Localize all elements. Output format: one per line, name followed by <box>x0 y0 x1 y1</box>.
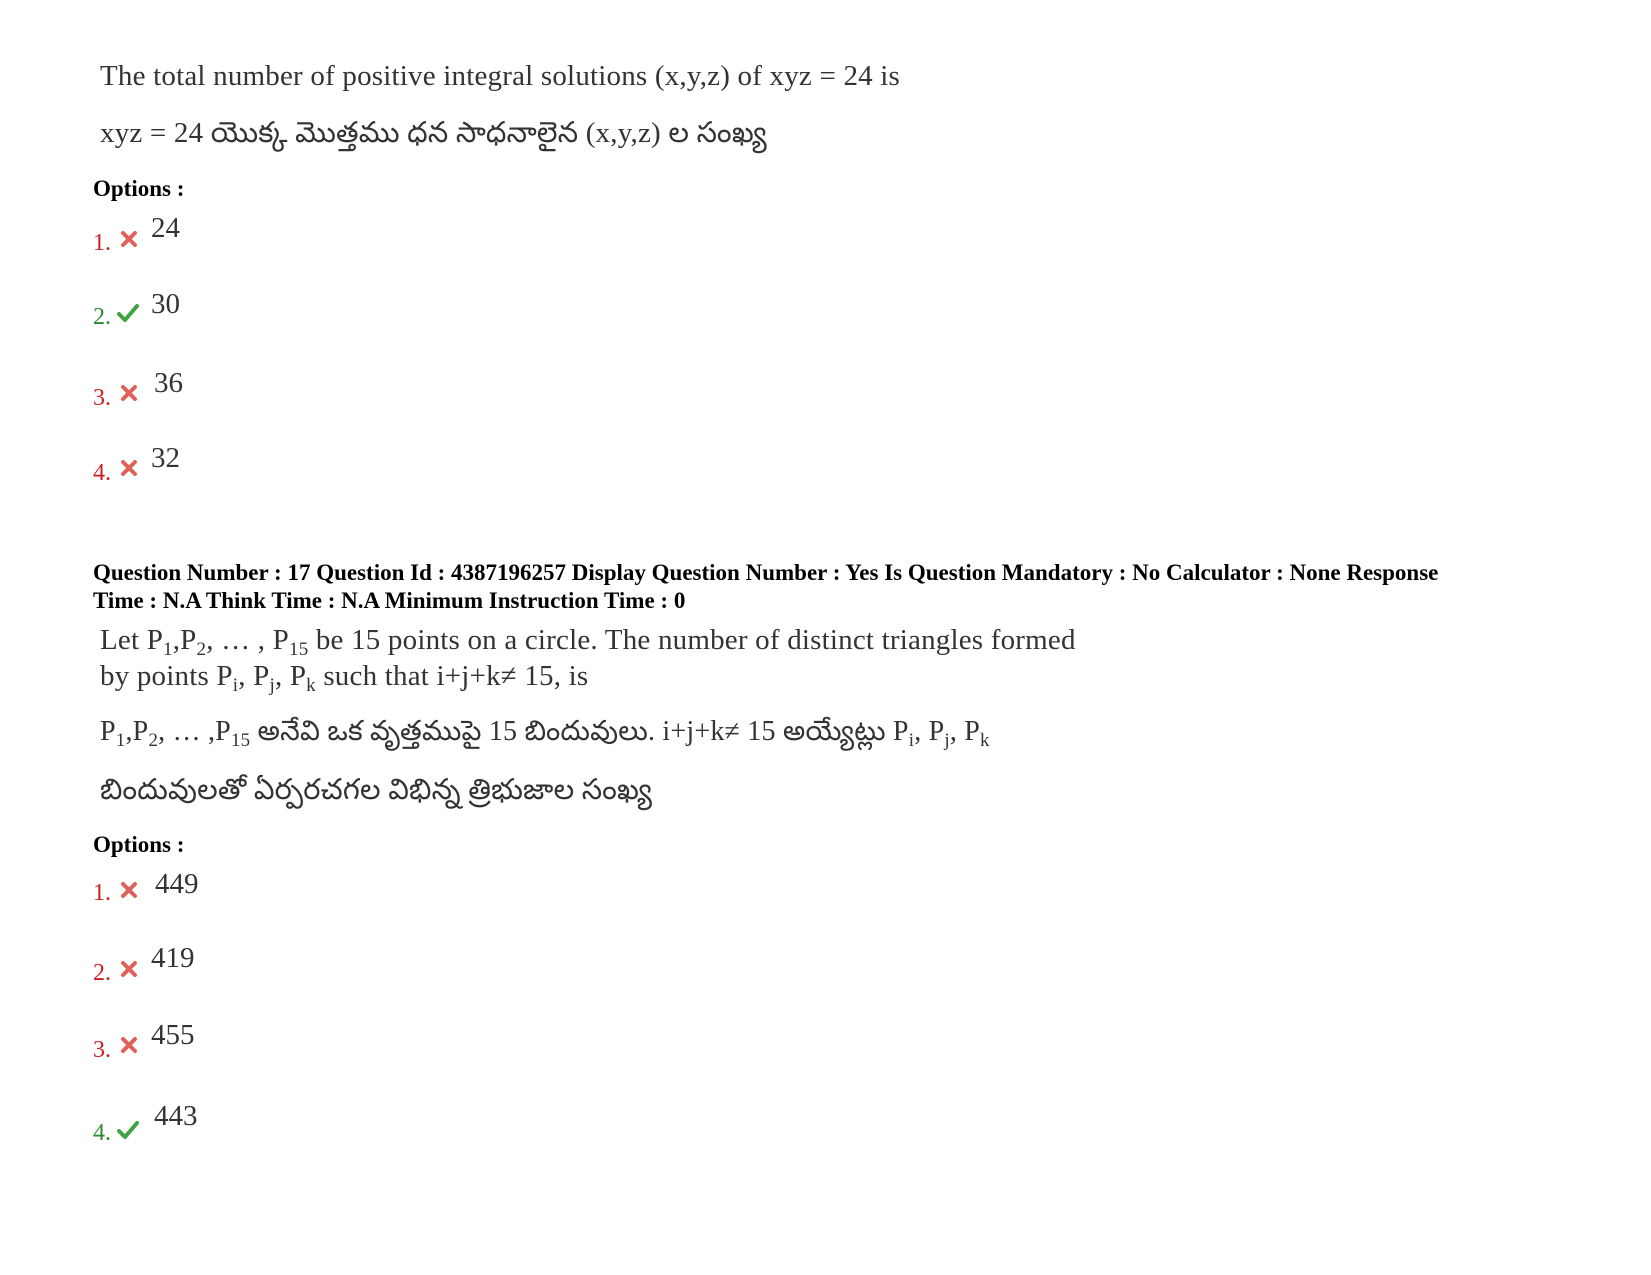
option-value: 449 <box>155 868 199 900</box>
q17-question-telugu-line-2: బిందువులతో ఏర్పరచగల విభిన్న త్రిభుజాల సంఖ్య <box>100 774 653 806</box>
q17-question-english-line-2: by points $P_i$, $P_j$, $P_k$ such that i+j+k≠ 15, is <box>100 660 589 696</box>
q16-options-label: Options : <box>93 176 185 201</box>
q17-meta-line-1: Question Number : 17 Question Id : 4387196257 Display Question Number : Yes Is Question Mandatory : No Calculator : None Response <box>93 560 1439 585</box>
cross-icon <box>119 959 139 979</box>
option-value: 32 <box>151 442 180 474</box>
option-number: 4. <box>93 460 111 486</box>
q17-meta-line-2: Time : N.A Think Time : N.A Minimum Instruction Time : 0 <box>93 588 686 613</box>
q16-question-english: The total number of positive integral solutions (x,y,z) of xyz = 24 is <box>100 60 901 92</box>
option-number: 3. <box>93 1037 111 1063</box>
check-icon <box>117 1120 139 1140</box>
option-value: 36 <box>154 367 183 399</box>
q17-question-telugu-line-1: $P_1,P_2$, … $,P_{15}$ అనేవి ఒక వృత్తముపై 15 బిందువులు. i+j+k≠ 15 అయ్యేట్లు $P_i$, $P_j$, $P_k$ <box>100 716 990 751</box>
cross-icon <box>119 458 139 478</box>
check-icon <box>117 303 139 323</box>
option-value: 419 <box>151 942 195 974</box>
option-value: 443 <box>154 1100 198 1132</box>
option-number: 1. <box>93 230 111 256</box>
option-value: 30 <box>151 288 180 320</box>
cross-icon <box>119 880 139 900</box>
cross-icon <box>119 229 139 249</box>
q17-question-english-line-1: Let $P_1,P_2$, … , $P_{15}$ be 15 points on a circle. The number of distinct triangles formed <box>100 624 1076 660</box>
option-value: 24 <box>151 212 180 244</box>
q16-question-telugu: xyz = 24 యొక్క మొత్తము ధన సాధనాలైన (x,y,z) ల సంఖ్య <box>100 117 767 149</box>
option-number: 1. <box>93 880 111 906</box>
q17-options-label: Options : <box>93 832 185 857</box>
option-number: 3. <box>93 385 111 411</box>
option-number: 2. <box>93 960 111 986</box>
cross-icon <box>119 383 139 403</box>
cross-icon <box>119 1035 139 1055</box>
option-number: 4. <box>93 1120 111 1146</box>
option-value: 455 <box>151 1019 195 1051</box>
option-number: 2. <box>93 304 111 330</box>
